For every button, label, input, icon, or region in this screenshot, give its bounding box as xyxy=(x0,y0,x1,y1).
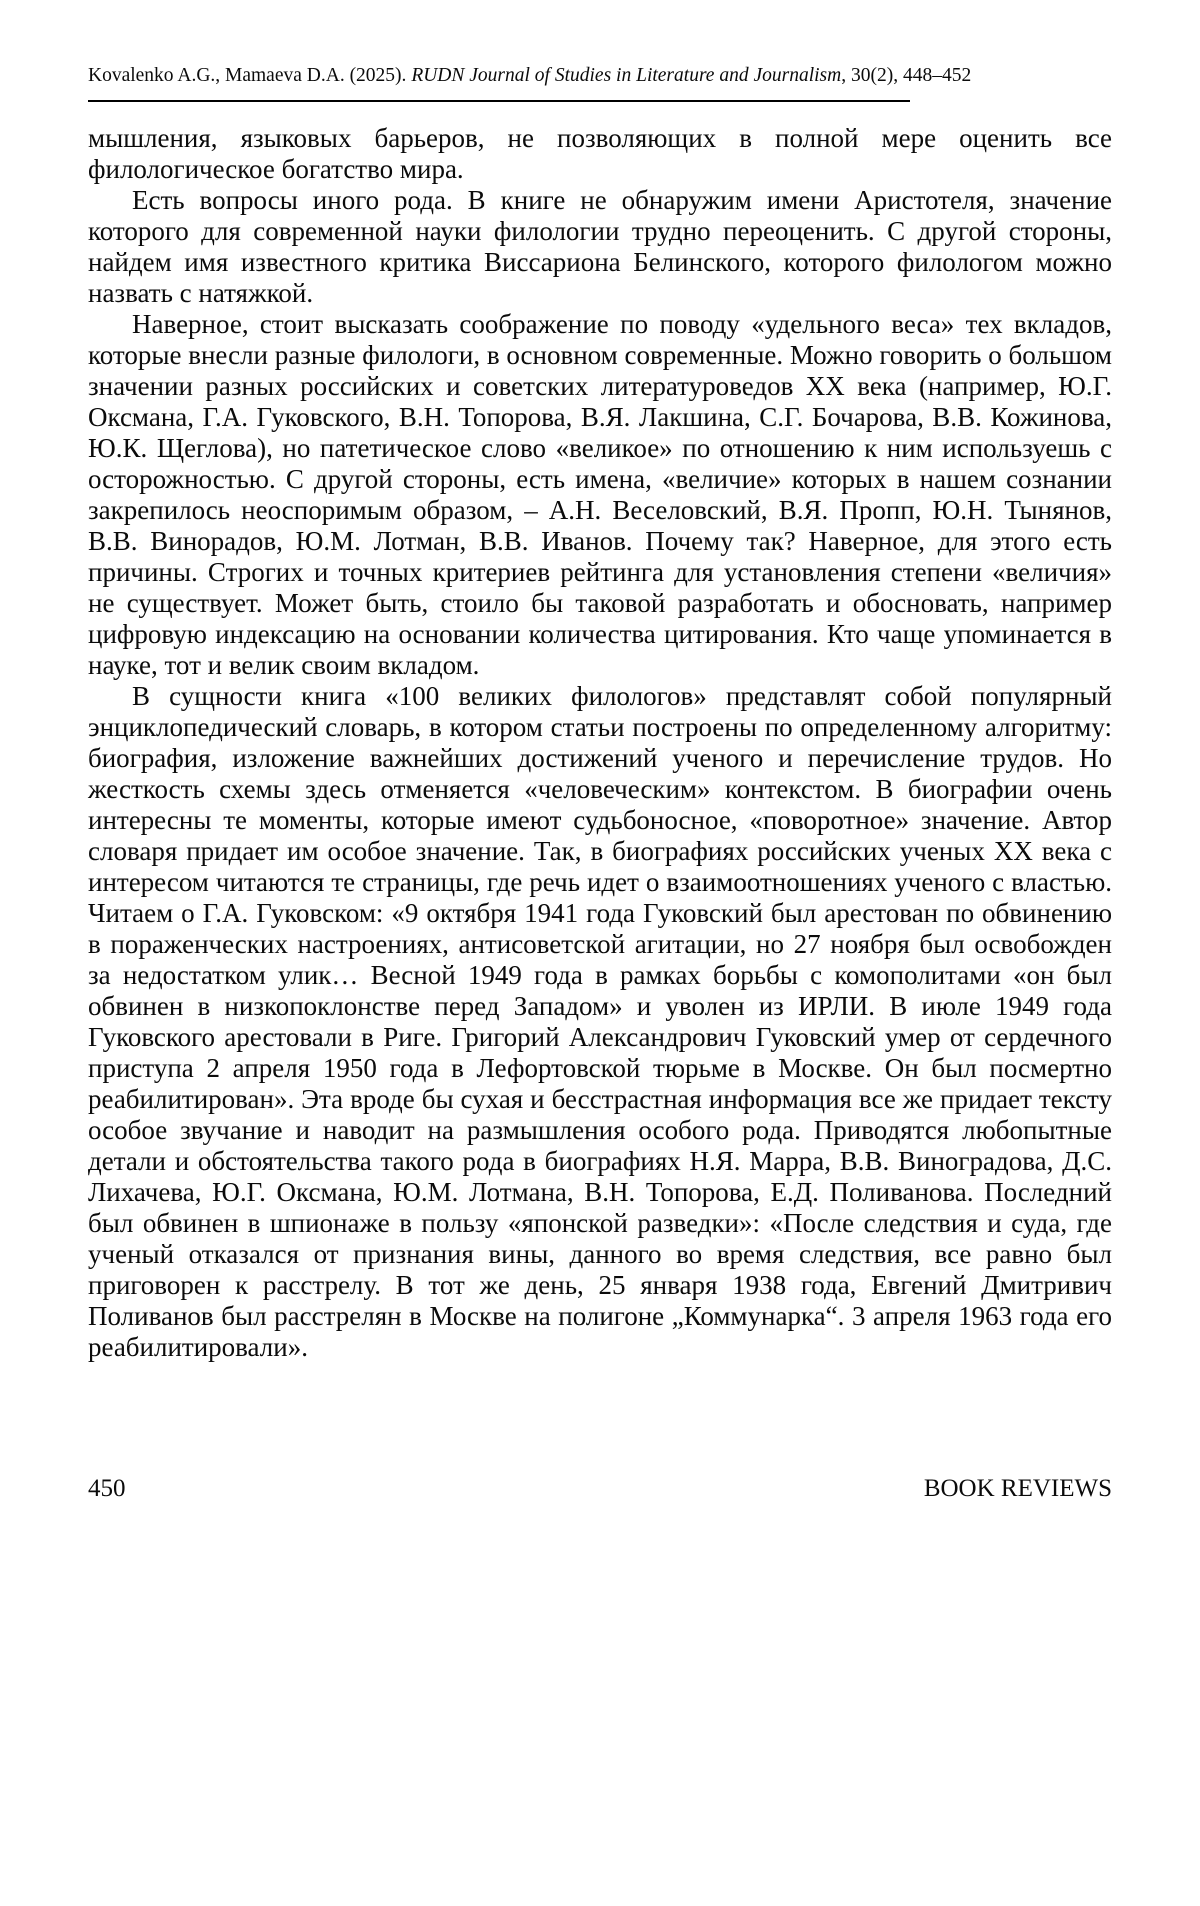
paragraph: Есть вопросы иного рода. В книге не обнаружим имени Аристотеля, значение которого для современной науки филологии трудно переоценить. С другой стороны, найдем имя известного критика Виссариона Белинского, которого филологом можно назвать с натяжкой. xyxy=(88,185,1112,308)
article-body xyxy=(88,123,1112,1363)
citation-issue: , 30(2), 448–452 xyxy=(841,65,972,86)
header-rule xyxy=(88,100,910,102)
citation-authors: Kovalenko A.G., Mamaeva D.A. (2025). xyxy=(88,65,412,86)
running-head xyxy=(88,64,972,88)
running-title: BOOK REVIEWS xyxy=(923,1475,1112,1502)
paragraph: В сущности книга «100 великих филологов» представлят собой популярный энциклопедический словарь, в котором статьи построены по определенному алгоритму: биография, изложение важнейших достижений ученого и перечисление трудов. Но жесткость схемы здесь отменяется «человеческим» контекстом. В биографии очень интересны те моменты, которые имеют судьбоносное, «поворотное» значение. Автор словаря придает им особое значение. Так, в биографиях российских ученых XX века с интересом читаются те страницы, где речь идет о взаимоотношениях ученого с властью. Читаем о Г.А. Гуковском: «9 октября 1941 года Гуковский был арестован по обвинению в пораженческих настроениях, антисоветской агитации, но 27 ноября был освобожден за недостатком улик… Весной 1949 года в рамках борьбы с комополитами «он был обвинен в низкопоклонстве перед Западом» и уволен из ИРЛИ. В июле 1949 года Гуковского арестовали в Риге. Григорий Александрович Гуковский умер от сердечного приступа 2 апреля 1950 года в Лефортовской тюрьме в Москве. Он был посмертно реабилитирован». Эта вроде бы сухая и бесстрастная информация все же придает тексту особое звучание и наводит на размышления особого рода. Приводятся любопытные детали и обстоятельства такого рода в биографиях Н.Я. Марра, В.В. Виноградова, Д.С. Лихачева, Ю.Г. Оксмана, Ю.М. Лотмана, В.Н. Топорова, Е.Д. Поливанова. Последний был обвинен в шпионаже в пользу «японской разведки»: «После следствия и суда, где ученый отказался от признания вины, данного во время следствия, все равно был приговорен к расстрелу. В тот же день, 25 января 1938 года, Евгений Дмитривич Поливанов был расстрелян в Москве на полигоне „Коммунарка“. 3 апреля 1963 года его реабилитировали». xyxy=(88,681,1112,1362)
journal-title: RUDN Journal of Studies in Literature and Journalism xyxy=(411,65,842,86)
paragraph: Наверное, стоит высказать соображение по поводу «удельного веса» тех вкладов, которые внесли разные филологи, в основном современные. Можно говорить о большом значении разных российских и советских литературоведов XX века (например, Ю.Г. Оксмана, Г.А. Гуковского, В.Н. Топорова, В.Я. Лакшина, С.Г. Бочарова, В.В. Кожинова, Ю.К. Щеглова), но патетическое слово «великое» по отношению к ним используешь с осторожностью. С другой стороны, есть имена, «величие» которых в нашем сознании закрепилось неоспоримым образом, – А.Н. Веселовский, В.Я. Пропп, Ю.Н. Тынянов, В.В. Винорадов, Ю.М. Лотман, В.В. Иванов. Почему так? Наверное, для этого есть причины. Строгих и точных критериев рейтинга для установления степени «величия» не существует. Может быть, стоило бы таковой разработать и обосновать, например цифровую индексацию на основании количества цитирования. Кто чаще упоминается в науке, тот и велик своим вкладом. xyxy=(88,309,1112,680)
page-footer xyxy=(88,1474,1112,1504)
paragraph-continuation: мышления, языковых барьеров, не позволяющих в полной мере оценить все филологическое богатство мира. xyxy=(88,123,1112,184)
page-number: 450 xyxy=(88,1475,126,1502)
